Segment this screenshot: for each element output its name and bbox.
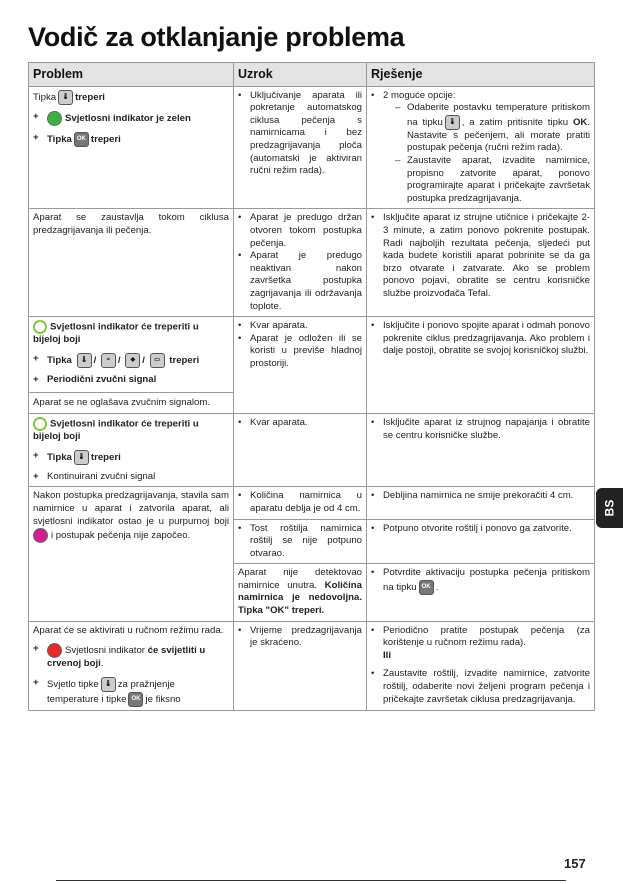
problem-note: Aparat se ne oglašava zvučnim signalom. (29, 392, 233, 410)
ok-button-icon: OK (419, 580, 434, 595)
solution-cell: • Isključite aparat iz strujnog napajanja i obratite se centru korisničke službe. (367, 414, 595, 487)
problem-cell: Aparat se zaustavlja tokom ciklusa predzagrijavanja ili pečenja. (29, 209, 234, 317)
page-title: Vodič za otklanjanje problema (28, 22, 405, 52)
problem-cell: Aparat će se aktivirati u ručnom režimu rada. + Svjetlosni indikator će svijetliti u crvenoj boji. + Svjetlo tipke 🌡 za pražnjenje temperature i tipke OK je fiksno (29, 621, 234, 710)
cause-cell: • Količina namirnica u aparatu deblja je od 4 cm. (234, 487, 367, 519)
white-led-icon (33, 417, 47, 431)
problem-cell: Nakon postupka predzagrijavanja, stavila sam namirnice u aparat i zatvorila aparat, ali svjetlosni indikator ostao je u purpurnoj boji i postupak pečenja nije započeo. (29, 487, 234, 621)
table-row (29, 317, 595, 414)
thermometer-button-icon: 🌡 (74, 450, 89, 465)
cause-cell: • Tost roštilja namirnica roštilj se nije potpuno otvarao. (234, 519, 367, 564)
ok-button-icon: OK (128, 692, 143, 707)
footer-divider (56, 880, 566, 881)
table-row (29, 487, 595, 519)
problem-cell: Svjetlosni indikator će treperiti u bijeloj boji + Tipka 🌡 treperi + Kontinuirani zvučni signal (29, 414, 234, 487)
problem-cell: Tipka 🌡 treperi + Svjetlosni indikator je zelen + Tipka OK treperi (29, 86, 234, 209)
thermometer-button-icon: 🌡 (58, 90, 73, 105)
solution-cell: • 2 moguće opcije: – Odaberite postavku temperature pritiskom na tipku 🌡 , a zatim pritisnite tipku OK. Nastavite s pečenjem, ali morate pratiti postupak pečenja (ručni režim rada). – Zaustavite aparat, izvadite namirnice, propisno zatvorite aparat, ponovo programirajte aparat i pričekajte završetak postupka predzagrijavanja. (367, 86, 595, 209)
table-row (29, 414, 595, 487)
header-solution: Rješenje (367, 63, 595, 87)
cause-cell: • Uključivanje aparata ili pokretanje automatskog ciklusa pečenja s namirnicama i bez predzagrijavanja ploča (automatski je aktiviran ručni režim rada). (234, 86, 367, 209)
cause-cell: • Vrijeme predzagrijavanja je skraćeno. (234, 621, 367, 710)
table-row (29, 621, 595, 710)
green-led-icon (47, 111, 62, 126)
red-led-icon (47, 643, 62, 658)
solution-cell: • Potvrdite aktivaciju postupka pečenja pritiskom na tipku OK . (367, 564, 595, 621)
header-problem: Problem (29, 63, 234, 87)
fish-button-icon: ≈ (101, 353, 116, 368)
cause-cell: • Aparat je predugo držan otvoren tokom postupka pečenja. • Aparat je predugo neaktivan nakon završetka postupka zagrijavanja ili održavanja toplote. (234, 209, 367, 317)
thermometer-button-icon: 🌡 (101, 677, 116, 692)
header-cause: Uzrok (234, 63, 367, 87)
sandwich-button-icon: ▭ (150, 353, 165, 368)
cause-cell: • Kvar aparata. (234, 414, 367, 487)
ok-button-icon: OK (74, 132, 89, 147)
solution-cell: • Periodično pratite postupak pečenja (za korištenje u ručnom režimu rada). Ili • Zaustavite roštilj, izvadite namirnice, zatvorite roštilj, odaberite novi željeni program pečenja i pričekajte završetak ciklusa predzagrijavanja. (367, 621, 595, 710)
solution-cell: • Isključite aparat iz strujne utičnice i pričekajte 2-3 minute, a zatim ponovo pokrenite postupak. Radi najboljih rezultata pečenja, sljedeći put kada budete koristili aparat pobrinite se da ga brzo otvarate i zatvarate. Ako se problem ponovo pojavi, obratite se centru korisničke službe proizvođača Tefal. (367, 209, 595, 317)
cause-cell: Aparat nije detektovao namirnice unutra. Količina namirnica je nedovoljna. Tipka "OK" treperi. (234, 564, 367, 621)
language-tab: BS (596, 488, 623, 528)
table-row (29, 86, 595, 209)
table-header-row (29, 63, 595, 87)
solution-cell: • Potpuno otvorite roštilj i ponovo ga zatvorite. (367, 519, 595, 564)
problem-cell: Svjetlosni indikator će treperiti u bijeloj boji + Tipka 🌡 / ≈ / ◆ / ▭ treperi + Periodični zvučni signal Aparat se ne oglašava zvučnim signalom. (29, 317, 234, 414)
solution-cell: • Isključite i ponovo spojite aparat i odmah ponovo pokrenite ciklus predzagrijavanja. Ako problem i dalje postoji, obratite se svojoj korisničkoj službi. (367, 317, 595, 414)
page-number: 157 (564, 856, 586, 871)
troubleshooting-table (28, 62, 595, 711)
meat-button-icon: ◆ (125, 353, 140, 368)
cause-cell: • Kvar aparata. • Aparat je odložen ili se koristi u previše hladnoj prostoriji. (234, 317, 367, 414)
white-led-icon (33, 320, 47, 334)
thermometer-button-icon: 🌡 (445, 115, 460, 130)
table-row (29, 209, 595, 317)
purple-led-icon (33, 528, 48, 543)
thermometer-button-icon: 🌡 (77, 353, 92, 368)
solution-cell: • Debljina namirnica ne smije prekoračiti 4 cm. (367, 487, 595, 519)
